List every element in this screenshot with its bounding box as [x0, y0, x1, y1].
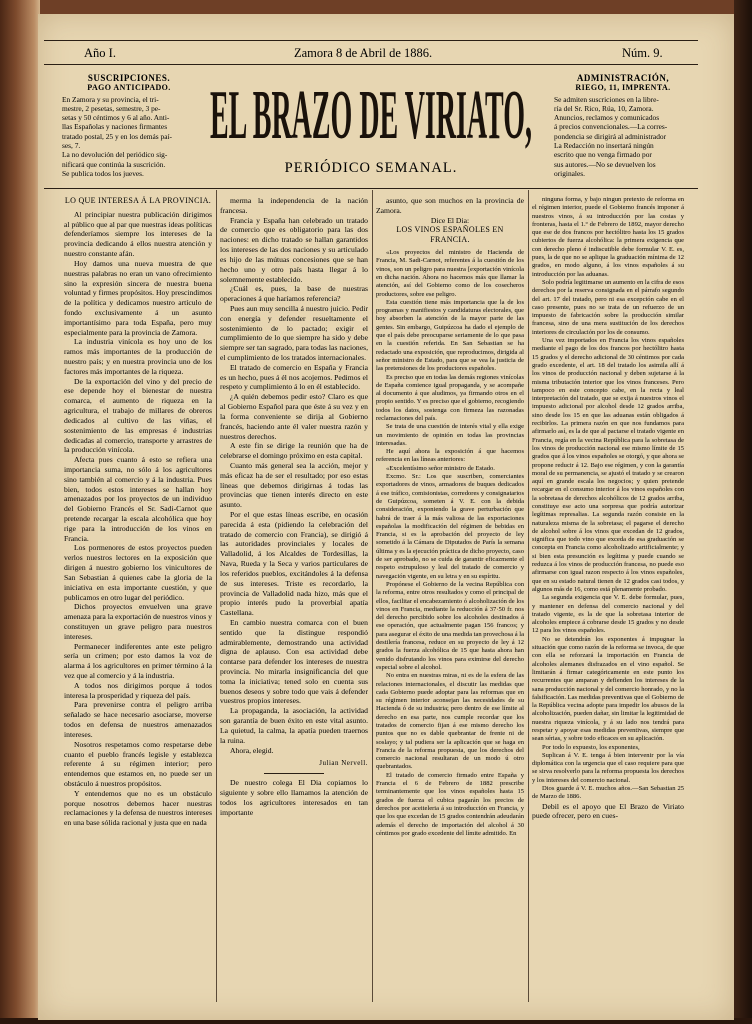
paragraph: Para prevenirse contra el peligro arriba señalado se hace necesario asociarse, moverse todos en defensa de nuestros amenazados intereses.	[64, 700, 212, 739]
paragraph: Por todo lo expuesto, los exponentes,	[542, 743, 640, 751]
masthead-subtitle: PERIÓDICO SEMANAL.	[284, 160, 458, 176]
info-line: La Redacción no insertará ningún	[554, 141, 654, 151]
paragraph: No entra en nuestras miras, ni es de la esfera de las relaciones internacionales, el discutir las medidas que cada Gobierno puede adoptar para las reformas que en su régimen interior aconsejan las necesidades de su Hacienda ó de su industria; pero dentro de ese límite al derecho en esa parte, nos cumple recordar que los tratados de comercio fijan á ese mismo derecho los puntos que no es dable quebrantar de frente ni de soslayo; y tal pudiera ser la aplicación que se haga en Francia de la reforma propuesta, que los derechos del comercio nacional resultaran de un modo ú otro quebrantados.	[376, 672, 524, 771]
paragraph: Cuanto más general sea la acción, mejor y más eficaz ha de ser el resultado; por eso estas líneas que debemos dirigirnas á todas las provincias que tienen interés directo en este asunto.	[220, 460, 368, 510]
paragraph: Francia y España han celebrado un tratado de comercio que es obligatorio para las dos naciones: en dicho tratado se hallan garantidos los intereses de las dos naciones y su articulado es hijo de las mútuas concesiones que se han hecho uno y otro país hasta llegar á lo solemnemente establecido.	[220, 215, 368, 284]
info-line: á precios convencionales.—La corres-	[554, 122, 668, 132]
info-line: pondencia se dirigirá al administrador	[554, 131, 667, 141]
paragraph: Se trata de una cuestión de interés vital y ella exige un movimiento de opinión en todas las provincias interesadas.	[376, 423, 524, 447]
quote-intro: Dice El Dia:	[430, 215, 470, 225]
info-line: Anuncios, reclamos y comunicados	[554, 113, 660, 123]
article-column-4	[532, 196, 684, 1004]
paragraph: Los pormenores de estos proyectos pueden verlos nuestros lectores en la exposición que dirigen á nuestro gobierno los vinicultores de San Sebastian á quienes cabe la gloria de la iniciativa en esta importante cuestión, y que publicamos en otro lugar del periódico.	[64, 543, 212, 602]
paragraph: Dios guarde á V. E. muchos años.—San Sebastian 25 de Marzo de 1886.	[532, 785, 684, 801]
paragraph: Suplican á V. E. tenga á bien intervenir por la vía diplomática con la urgencia que el caso requiere para que se sirva resolverlo para la reforma propuesta los derechos y los intereses del comercio nacional.	[532, 751, 684, 784]
paragraph: Excmo. Sr.: Los que suscriben, comerciantes exportadores de vinos, armadores de buques dedicados á ese tráfico, comisionistas, corredores y consignatarios de Guipúzcoa, someten á V. E. con la debida consideración, exponiendo la grave perturbación que habrá de traer á la más valiosa de las exportaciones españolas la modificación del régimen de bebidas en Francia, si es la aprobación del proyecto de ley sometido á la Cámara de Diputados de París la semana última y es la ejecución práctica de dicho proyecto, caso de ser aprobado, no se cuida de garantir eficazmente el respeto estrupuloso y leal del tratado de comercio y navegación vigente, en su letra y en su espíritu.	[376, 473, 524, 580]
issue-number: Núm. 9.	[622, 46, 663, 60]
paragraph: Permanecer indiferentes ante este peligro sería un crimen; por esto damos la voz de alarma á los agricultores en primer término á la vez que al comercio y á la industria.	[64, 641, 212, 680]
paragraph: Esta cuestión tiene más importancia que la de los programas y manifiestos y candidaturas electorales, que hoy absorben la atención de la mayor parte de las gentes. Sin embargo, Guipúzcoa ha dado el ejemplo de que el país debe preocuparse seriamente de lo que pasa en la cuestión referida. En San Sebastian se ha redactado una exposición, que reproducimos, dirigida al señor ministro de Estado, para que se vea la justicia de las pretensiones de los productores españoles.	[376, 298, 524, 373]
info-line: llas Españolas y naciones firmantes	[62, 122, 168, 132]
info-line: originales.	[554, 168, 585, 178]
column-divider	[372, 190, 373, 1002]
header-line	[44, 46, 698, 66]
subscriptions-title: SUSCRIPCIONES.	[87, 73, 171, 83]
paragraph: He aquí ahora la exposición á que hacemos referencia en las líneas anteriores:	[376, 448, 524, 464]
paragraph: Solo podría legitimarse un aumento en la cifra de esos derechos por la reserva consignada en el párrafo segundo del art. 17 del tratado, pero ni esa excepción cabe en el caso presente, pues no se trata de un refuerzo de un impuesto de fabricación sobre la producción similar francesa, sino de una mera sustitución de los derechos interiores de circulación por los de consumo.	[532, 278, 684, 336]
top-rule	[44, 40, 698, 41]
masthead-title	[206, 72, 536, 152]
paragraph: ¿Cuál es, pues, la base de nuestras operaciones á que haríamos referencia?	[220, 284, 368, 304]
info-line: En Zamora y su provincia, el tri-	[62, 94, 159, 104]
paragraph: «Los proyectos del ministro de Hacienda de Francia, M. Sadi-Carnot, referentes á la cuestión de los vinos, son un peligro para nuestra [exportación vinícola en dicha nación. Ahora no hacemos más que llamar la atención, así del Gobierno como de los cosecheros productores, sobre ese peligro.	[376, 249, 524, 298]
paragraph: De nuestro colega El Dia copiamos lo siguiente y sobre ello llamamos la atención de todos los agricultores interesados en tan importante	[220, 778, 368, 817]
columns-top-rule	[44, 188, 698, 189]
column-divider	[216, 190, 217, 1002]
info-line: Se admiten suscriciones en la libre-	[554, 94, 659, 104]
administration-subtitle: RIEGO, 11, IMPRENTA.	[575, 83, 671, 93]
column-divider	[528, 190, 529, 1002]
paragraph: El tratado de comercio firmado entre España y Francia el 6 de Febrero de 1882 prescribe terminantemente que los vinos españoles hasta 15 grados de fuerza el cubica pagarán los precios de derechos por aceiteleria á su introducción en Francia, y que los que excedan de 15 grados contendrán adeudarán además el derecho de importación del alcohol á 30 céntimos por grado excedente del límite admitido. En	[376, 771, 524, 837]
paragraph: Debil es el apoyo que El Brazo de Viriato puede ofrecer, pero en cues-	[532, 801, 684, 821]
signature: Julian Nervell.	[319, 759, 368, 768]
paragraph: El tratado de comercio en España y Francia es un hecho, pues á él nos acojemos. Pedimos el respeto y cumplimiento á lo en él establecido.	[220, 362, 368, 392]
issue-date: Zamora 8 de Abril de 1886.	[294, 46, 433, 60]
paragraph: Y entendemos que no es un obstáculo porque nosotros debemos hacer nuestras reclamaciones y la defensa de nuestros intereses en una base sólida racional y justa que en nada	[64, 788, 212, 828]
separator-rule	[264, 773, 324, 774]
paragraph: La propaganda, la asociación, la actividad son garantía de buen éxito en este vital asunto. La quietud, la calma, la apatía pueden traernos la ruina.	[220, 706, 368, 745]
info-line: sus autores.—No se devuelven los	[554, 159, 656, 169]
paragraph: Ahora, elegid.	[230, 745, 274, 755]
administration-title: ADMINISTRACIÓN,	[576, 73, 670, 83]
paragraph: A este fin se dirige la reunión que ha de celebrarse el domingo próximo en esta capital.	[220, 441, 368, 461]
subscriptions-subtitle: PAGO ANTICIPADO.	[87, 83, 171, 93]
info-line: Se publica todos los jueves.	[62, 168, 144, 178]
article-heading: LO QUE INTERESA Á LA PROVINCIA.	[64, 196, 212, 205]
administration-box	[554, 74, 692, 178]
paragraph: No se detendrán los exponentes á impugnar la situación que como razón de la reforma se invoca, de que con ella se reforzará la importación en Francia de alcoholes alemanes disfrazados en el vino español. Se limitarán á firmar categóricamente en este punto los recurrentes que amparan y defienden los intereses de la sana producción nacional y del comercio honrado, y no la falsificación. Las medidas preventivas que el Gobierno de la República vecina adopte para impedir los abusos de la alcoholización, pueden dañar, sin limitar la legitimidad de nuestra riqueza vinícola, y á su lado nos tendrá para respetar y apoyar esas medidas preventivas, siempre que sean sérias, y sobre todo eficaces en su aplicación.	[532, 635, 684, 743]
info-line: mestre, 2 pesetas, semestre, 3 pe-	[62, 103, 161, 113]
article-column-3	[376, 196, 524, 1004]
info-line: escrito que no venga firmado por	[554, 150, 652, 160]
issue-year: Año I.	[84, 46, 116, 60]
header-rule	[44, 64, 698, 65]
paragraph: Nosotros respetamos como respetarse debe cuanto el pueblo francés legisle y establezca referente á su régimen interior; pero entendemos que estamos en, no puede ser un obstáculo á nuestros propósitos.	[64, 739, 212, 788]
info-line: tratado postal, 25 y en los demás paí-	[62, 131, 173, 141]
paragraph: Una vez importados en Francia los vinos españoles mediante el pago de los dos francos por hectólitro hasta 15 grados y el derecho adicional de 30 céntimos por cada grado excedente, el art. 18 del tratado los asimila allí á los vinos de producción nacional y deben sujetarse á la misma tributación interior que los vinos franceses. Pero tampoco en este concepto cabe, en la recta y leal interpretación del tratado, que se exija á nuestros vinos el impuesto adicional por alcohol desde 12 grados arriba, sino desde los 15 en que las aduanas están obligados á recibirlos. La primera razón en que nos fundamos para afirmarlo así, es la de que al pactarse el tratado vigente en Francia, regía en la vecina República para la sobretasa de los vinos de producción nacional ese mismo límite de 15 grados que á los vinos españoles se otorgó, y que ahora se propone reducir á 12. Bajo ese régimen, y con la garantía moral de su permanencia, se ajustó el tratado y se crearon aquí en grande escala los negocios; y quien pretende recargar en el consumo interior á los vinos españoles con la sobretasa de derechos alcohólicos de 12 grados arriba, constituye ese acto una sorpresa que podría autorizar legítimas represalias. La segunda razón consiste en la naturaleza misma de la sobretasa; el pagarse el derecho de alcohol sobre á los vinos que excedan de 12 grados, significa que todo vino que exceda de esa graduación se concepta en Francia como alcoholizado artificialmente; y si bien esta presunción es legítima y puede cuando se reduzca á los vinos de producción francesa, no puede eso afirmarse con igual razon respecto á los vinos españoles, que en su estado natural tienen de 12 grados casi todos, y algunos más de 16, como está plenamente probado.	[532, 337, 684, 593]
paragraph: Al principiar nuestra publicación dirigimos al público que al par que nuestras ideas políticas defenderíamos siempre los intereses de la provincia dedicando á ellos nuestra atención y nuestro constante afán.	[64, 209, 212, 259]
info-line: setas y 50 céntimos y 6 al año. Anti-	[62, 113, 170, 123]
subscriptions-text	[62, 95, 196, 179]
info-line: ría del Sr. Rico, Rúa, 10, Zamora.	[554, 103, 654, 113]
paragraph: Afecta pues cuanto á esto se refiera una importancia suma, no sólo á los agricultores sino también al comercio y á la industria. Pues bien, todos estos intereses se hallan hoy amenazados por los proyectos de un individuo del Gobierno Francés el Sr. Sadi-Carnot que pretende recargar la escala alcohólica que hoy rige para la introducción de los vinos en Francia.	[64, 455, 212, 543]
paragraph: Pues aun muy sencilla á nuestro juicio. Pedir con energía y defender resueltamente el sostenimiento de lo pactado; exigir el cumplimiento de lo que siempre ha sido y debe siempre ser tan sagrado, para todas las naciones, el cumplimiento de los tratados internacionales.	[220, 303, 368, 362]
paragraph: Propónese el Gobierno de la vecina República con la reforma, entre otros resultados y como el principal de ellos, facilitar el encabezamiento ó alcoholización de los vinos en Francia, mediante la reducción á 37·50 fr. nos del derecho percibido sobre los alcoholes destinados á ese operación, que actualmente pagan 156 francos; y para asegurar el éxito de una medida tan provechosa á la destilería francesa, reduce en su proyecto de ley á 12 grados la fuerza alcohólica de 15 que hasta ahora han venido disfrutando los vinos para eximirse del derecho especial sobre el alcohol.	[376, 580, 524, 671]
book-spine	[0, 0, 40, 1024]
info-line: nificará que continúa la suscrición.	[62, 159, 166, 169]
paragraph: Dichos proyectos envuelven una grave amenaza para la exportación de nuestros vinos y constituyen un grave peligro para nuestros intereses.	[64, 602, 212, 641]
masthead-title-text: EL BRAZO DE VIRIATO,	[210, 77, 532, 152]
paragraph: La industria vinícola es hoy uno de los ramos más importantes de la producción de nuestro país; y en nuestra provincia uno de los factores más importantes de la riqueza.	[64, 337, 212, 376]
paragraph: ¿A quién debemos pedir esto? Claro es que al Gobierno Español para que éste á su vez y en la forma conveniente se dirija al Gobierno francés, haciendo ante él valer nuestra razón y nuestros derechos.	[220, 392, 368, 441]
letter-address: «Excelentísimo señor ministro de Estado.	[386, 464, 495, 472]
paragraph: Es preciso que en todas las demás regiones vinícolas de España comience igual propaganda, y se acompañe al documento á que aludimos, ya firmando otros en el propio sentido. Y es preciso que el gobierno, recogiendo todos los datos, sostenga con firmeza las razonadas reclamaciones del país.	[376, 373, 524, 422]
paragraph: Hoy damos una nueva muestra de que nuestras palabras no eran un vano ofrecimiento sino la expresión sincera de nuestra buena voluntad y firmes propósitos. Hoy prescindimos de la política y dedicamos nuestro artículo de fondo exclusivamente á un asunto importantísimo para toda España, pero muy especialmente para la provincia de Zamora.	[64, 258, 212, 337]
info-line: La no devolución del periódico sig-	[62, 150, 168, 160]
paragraph: merma la independencia de la nación francesa.	[220, 196, 368, 215]
paragraph: La segunda exigencia que V. E. debe formular, pues, y mantener en defensa del comercio nacional y del tratado vigente, es la de que la sobretasa interior de alcoholes empiece á cobrarse desde 15 grados y no desde 12 para los vinos españoles.	[532, 594, 684, 635]
page-edge-shadow	[734, 0, 752, 1024]
subscriptions-box	[62, 74, 196, 178]
paragraph: ninguna forma, y bajo ningun pretexto de reforma en el régimen interior, puede el Gobierno francés imponer á nuestros vinos, á su introducción por las costas y fronteras, hasta el 1.º de Febrero de 1892, mayor derecho que ese de dos francos por hectólitro hasta los 15 grados cubiertos de fuerza alcohólica: la primera exigencia que con derecho pleno é indiscutible debe formular V. E. es, pues, la de que no se aplique la graduación mínima de 12 grados, en modo alguno, á los vinos españoles á su introducción por las aduanas.	[532, 196, 684, 278]
info-line: ses, 7.	[62, 141, 81, 151]
article-heading: LOS VINOS ESPAÑOLES EN FRANCIA.	[396, 225, 504, 245]
paragraph: En cambio nuestra comarca con el buen sentido que la distingue respondió admirablemente, demostrando una actividad digna de aplauso. Con esa actividad debe contarse para defender los intereses de nuestra provincia. No mirarla insignificancia del que toma la iniciativa; tened solo en cuenta sus buenos deseos y sobre todo que vais á defender vuestros propios intereses.	[220, 617, 368, 706]
paragraph: A todos nos dirigimos porque á todos interesa la prosperidad y riqueza del país.	[64, 680, 212, 700]
paragraph: De la exportación del vino y del precio de ese depende hoy el bienestar de nuestra comarca, el aumento de riqueza en la agricultura, el trabajo de millares de obreros dedicados al cultivo de las viñas, el sostenimiento de las empresas é industrias dedicadas al comercio, transporte y arrastres de la producción vinícola.	[64, 376, 212, 455]
administration-text	[554, 95, 692, 179]
paragraph: asunto, que son muchos en la provincia de Zamora.	[376, 196, 524, 215]
article-column-1	[64, 196, 212, 1004]
paragraph: Por el que estas líneas escribe, en ocasión parecida á esta (pidiendo la celebración del tratado de comercio con Francia), se dirigió á las autoridades provinciales y locales de Valladolid, á los Alcaldes de Tordesillas, la Nava, Rueda y la Seca y varios particulares de los referidos pueblos, excitándoles á la defensa de sus intereses. Triste es recordarlo, la provincia de Valladolid nada hizo, más que el propio interés pudo la proverbial apatía Castellana.	[220, 510, 368, 618]
article-column-2	[220, 196, 368, 1004]
